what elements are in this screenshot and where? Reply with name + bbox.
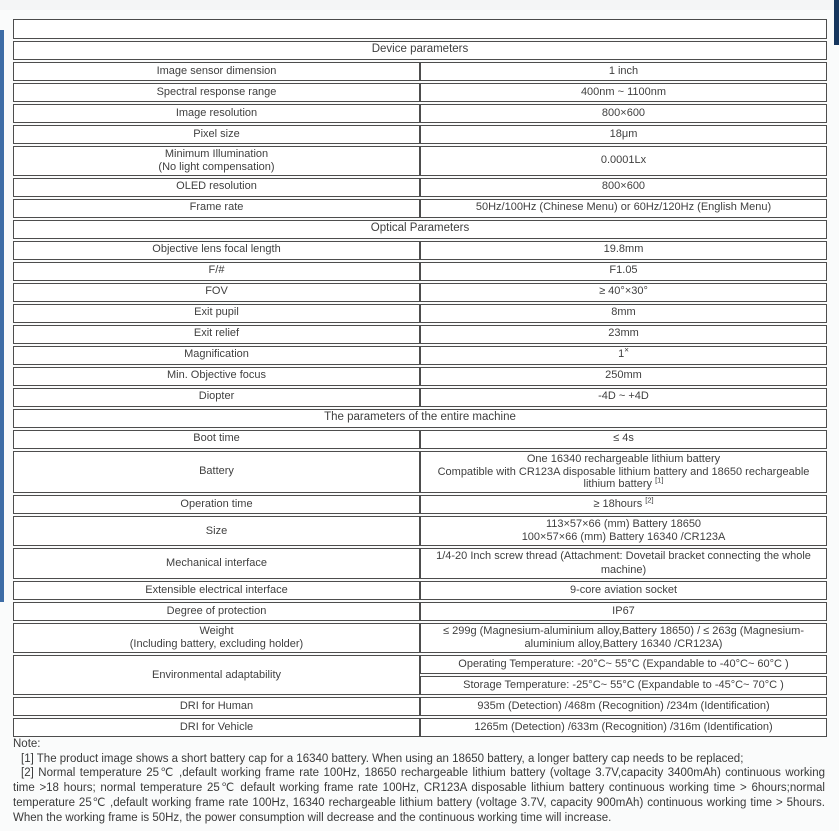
section-header-optical: Optical Parameters bbox=[13, 220, 827, 239]
table-row bbox=[13, 262, 827, 281]
magnification-value: 1 bbox=[618, 348, 625, 361]
param-label: F/# bbox=[13, 262, 420, 281]
param-value: 8mm bbox=[420, 304, 827, 323]
param-label: Size bbox=[13, 516, 420, 546]
param-label: Environmental adaptability bbox=[13, 655, 420, 695]
param-value: 400nm ~ 1100nm bbox=[420, 83, 827, 102]
param-value: Operating Temperature: -20°C~ 55°C (Expandable to -40°C~ 60°C ) bbox=[420, 655, 827, 674]
section-header-device: Device parameters bbox=[13, 41, 827, 60]
table-row bbox=[13, 602, 827, 621]
magnification-sup: × bbox=[624, 345, 629, 355]
param-label: Degree of protection bbox=[13, 602, 420, 621]
table-row bbox=[13, 178, 827, 197]
param-label: OLED resolution bbox=[13, 178, 420, 197]
table-row bbox=[13, 241, 827, 260]
param-value: 23mm bbox=[420, 325, 827, 344]
operation-time-value: ≥ 18hours bbox=[593, 498, 643, 511]
param-value: 18μm bbox=[420, 125, 827, 144]
param-value bbox=[420, 451, 827, 494]
weight-label-line1: Weight bbox=[199, 624, 234, 637]
page-left-edge-accent bbox=[0, 30, 4, 602]
param-label bbox=[13, 623, 420, 653]
table-row bbox=[13, 581, 827, 600]
param-label: DRI for Vehicle bbox=[13, 718, 420, 737]
table-row bbox=[13, 62, 827, 81]
param-label: Boot time bbox=[13, 430, 420, 449]
param-value: 800×600 bbox=[420, 178, 827, 197]
size-value-line1: 113×57×66 (mm) Battery 18650 bbox=[545, 518, 702, 531]
table-row bbox=[13, 451, 827, 494]
table-row bbox=[13, 104, 827, 123]
weight-label-line2: (Including battery, excluding holder) bbox=[129, 637, 304, 650]
table-row bbox=[13, 283, 827, 302]
section-header-row bbox=[13, 41, 827, 60]
table-row bbox=[13, 325, 827, 344]
table-row bbox=[13, 199, 827, 218]
section-header-row bbox=[13, 220, 827, 239]
page-title: Main Technical Parameters bbox=[13, 19, 827, 39]
param-label: Exit relief bbox=[13, 325, 420, 344]
param-value: -4D ~ +4D bbox=[420, 388, 827, 407]
param-value: ≥ 40°×30° bbox=[420, 283, 827, 302]
table-row bbox=[13, 697, 827, 716]
param-value: 1265m (Detection) /633m (Recognition) /316m (Identification) bbox=[420, 718, 827, 737]
note-item-2: [2] Normal temperature 25℃ ,default working frame rate 100Hz, 18650 rechargeable lithium battery (voltage 3.7V,capacity 3400mAh) continuous working time >18 hours; normal temperature 25℃ default working frame rate 100Hz, CR123A disposable lithium battery continuous working time > 6hours;normal temperature 25℃ ,default working frame rate 100Hz, 16340 rechargeable lithium battery (voltage 3.7V, capacity 900mAh) continuous working time > 5hours. When the working frame is 50Hz, the power consumption will decrease and the continuous working time will increase. bbox=[13, 767, 825, 824]
param-label: Pixel size bbox=[13, 125, 420, 144]
param-label-line2: (No light compensation) bbox=[158, 160, 275, 173]
param-value: 1 inch bbox=[420, 62, 827, 81]
param-label: FOV bbox=[13, 283, 420, 302]
table-row bbox=[13, 516, 827, 546]
table-row bbox=[13, 548, 827, 578]
footnote-ref-2: [2] bbox=[645, 495, 654, 505]
param-label: Operation time bbox=[13, 495, 420, 514]
table-row bbox=[13, 495, 827, 514]
param-value: 250mm bbox=[420, 367, 827, 386]
note-item-1: [1] The product image shows a short battery cap for a 16340 battery. When using an 18650 battery, a longer battery cap needs to be replaced; bbox=[21, 752, 744, 765]
notes-heading: Note: bbox=[13, 738, 41, 750]
param-label: Diopter bbox=[13, 388, 420, 407]
param-label: Objective lens focal length bbox=[13, 241, 420, 260]
param-value: ≤ 299g (Magnesium-aluminium alloy,Battery 18650) / ≤ 263g (Magnesium-aluminium alloy,Battery 16340 /CR123A) bbox=[420, 623, 827, 653]
table-row bbox=[13, 146, 827, 176]
size-value-line2: 100×57×66 (mm) Battery 16340 /CR123A bbox=[521, 531, 726, 544]
param-label: Spectral response range bbox=[13, 83, 420, 102]
param-value: 0.0001Lx bbox=[420, 146, 827, 176]
section-header-row bbox=[13, 409, 827, 428]
page-top-band bbox=[0, 0, 839, 10]
section-header-machine: The parameters of the entire machine bbox=[13, 409, 827, 428]
table-row bbox=[13, 623, 827, 653]
param-value bbox=[420, 346, 827, 365]
param-label: Magnification bbox=[13, 346, 420, 365]
spec-table bbox=[13, 17, 827, 739]
param-value: ≤ 4s bbox=[420, 430, 827, 449]
param-label: Frame rate bbox=[13, 199, 420, 218]
table-row bbox=[13, 388, 827, 407]
param-value: 50Hz/100Hz (Chinese Menu) or 60Hz/120Hz (English Menu) bbox=[420, 199, 827, 218]
param-value bbox=[420, 516, 827, 546]
param-value bbox=[420, 495, 827, 514]
param-value: 800×600 bbox=[420, 104, 827, 123]
param-value: 19.8mm bbox=[420, 241, 827, 260]
battery-value-line2: Compatible with CR123A disposable lithium battery and 18650 rechargeable lithium battery bbox=[437, 465, 810, 491]
footnote-ref-1: [1] bbox=[655, 475, 664, 485]
param-value: F1.05 bbox=[420, 262, 827, 281]
param-label: Image sensor dimension bbox=[13, 62, 420, 81]
table-row bbox=[13, 304, 827, 323]
table-row bbox=[13, 718, 827, 737]
table-row bbox=[13, 125, 827, 144]
param-label: DRI for Human bbox=[13, 697, 420, 716]
param-value: 935m (Detection) /468m (Recognition) /234m (Identification) bbox=[420, 697, 827, 716]
battery-value-line1: One 16340 rechargeable lithium battery bbox=[526, 452, 721, 465]
page-top-right-accent bbox=[834, 0, 839, 45]
param-label-line1: Minimum Illumination bbox=[164, 147, 269, 160]
table-row bbox=[13, 83, 827, 102]
param-value: 9-core aviation socket bbox=[420, 581, 827, 600]
param-value: 1/4-20 Inch screw thread (Attachment: Dovetail bracket connecting the whole machine) bbox=[420, 548, 827, 578]
param-label: Extensible electrical interface bbox=[13, 581, 420, 600]
notes-block bbox=[13, 737, 825, 825]
table-row bbox=[13, 367, 827, 386]
param-label: Min. Objective focus bbox=[13, 367, 420, 386]
table-title-row bbox=[13, 19, 827, 39]
param-label: Exit pupil bbox=[13, 304, 420, 323]
param-label: Battery bbox=[13, 451, 420, 494]
table-row bbox=[13, 655, 827, 674]
param-label: Image resolution bbox=[13, 104, 420, 123]
table-row bbox=[13, 346, 827, 365]
param-label bbox=[13, 146, 420, 176]
param-value: Storage Temperature: -25°C~ 55°C (Expandable to -45°C~ 70°C ) bbox=[420, 676, 827, 695]
table-row bbox=[13, 430, 827, 449]
param-value: IP67 bbox=[420, 602, 827, 621]
param-label: Mechanical interface bbox=[13, 548, 420, 578]
